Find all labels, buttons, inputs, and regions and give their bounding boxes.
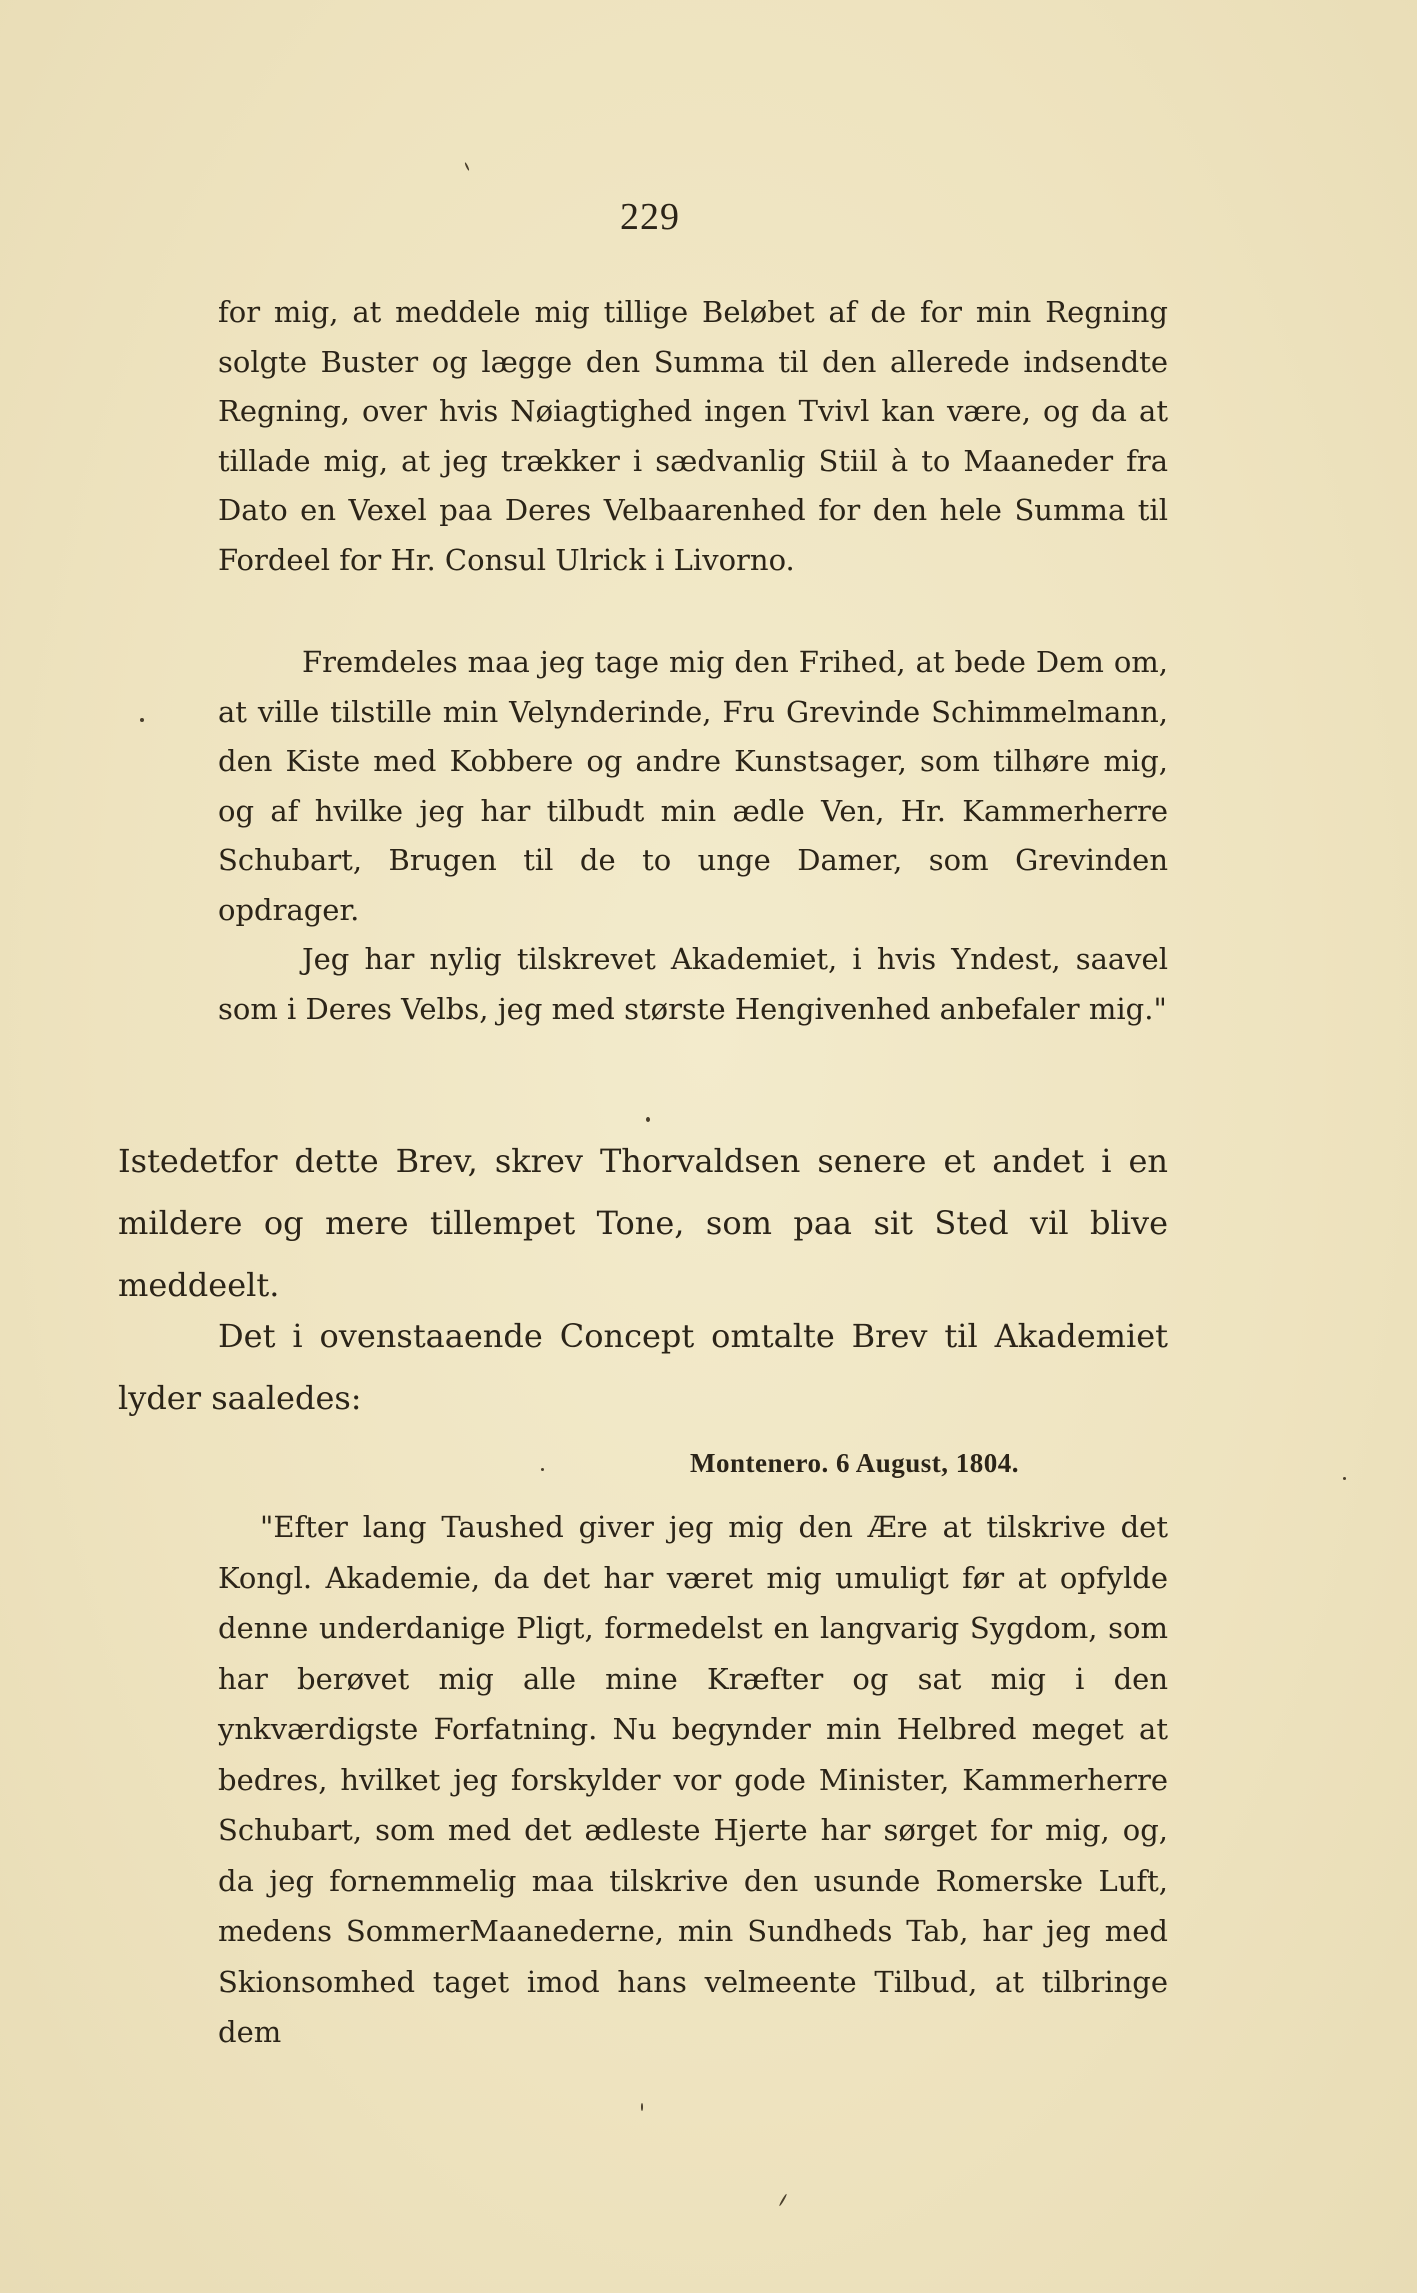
paragraph-text: Fremdeles maa jeg tage mig den Frihed, at bede Dem om, at ville tilstille min Velynderinde, Fru Grevinde Schimmelmann, den Kiste med Kobbere og andre Kunstsager, som tilhøre mig, og af hvilke jeg har tilbudt min ædle Ven, Hr. Kammerherre Schubart, Brugen til de to unge Damer, som Grevinden opdrager. [218,645,1168,927]
paper-speck [646,1117,650,1122]
page-number: 229 [620,196,680,238]
paper-speck [641,2103,643,2111]
letter-dateline: Montenero. 6 August, 1804. [690,1448,1020,1478]
paragraph-text: Istedetfor dette Brev, skrev Thorvaldsen senere et andet i en mildere og mere tillempet Tone, som paa sit Sted vil blive meddeelt. [118,1142,1168,1304]
academy-letter-text [218,1502,1168,2058]
paragraph-text: "Efter lang Taushed giver jeg mig den Ære at tilskrive det Kongl. Akademie, da det har været mig umuligt før at opfylde denne underdanige Pligt, formedelst en langvarig Sygdom, som har berøvet mig alle mine Kræfter og sat mig i den ynkværdigste Forfatning. Nu begynder min Helbred meget at bedres, hvilket jeg forskylder vor gode Minister, Kammerherre Schubart, som med det ædleste Hjerte har sørget for mig, og, da jeg fornemmelig maa tilskrive den usunde Romerske Luft, medens SommerMaanederne, min Sundheds Tab, har jeg med Skionsomhed taget imod hans velmeente Tilbud, at tilbringe dem [218,1510,1168,2049]
quoted-letter-paragraph-1 [218,288,1168,585]
paper-speck [1343,1477,1346,1480]
paper-speck [464,162,470,171]
body-paragraph-1 [118,1130,1168,1316]
quoted-letter-paragraph-3 [218,935,1168,1034]
paper-speck [541,1468,544,1471]
paper-speck [140,718,144,722]
quoted-letter-paragraph-2 [218,638,1168,935]
paragraph-text: Det i ovenstaaende Concept omtalte Brev til Akademiet lyder saaledes: [118,1317,1168,1417]
paper-speck [779,2193,788,2206]
paragraph-text: for mig, at meddele mig tillige Beløbet af de for min Regning solgte Buster og lægge den Summa til den allerede indsendte Regning, over hvis Nøiagtighed ingen Tvivl kan være, og da at tillade mig, at jeg trækker i sædvanlig Stiil à to Maaneder fra Dato en Vexel paa Deres Velbaarenhed for den hele Summa til Fordeel for Hr. Consul Ulrick i Livorno. [218,295,1168,577]
paragraph-text: Jeg har nylig tilskrevet Akademiet, i hvis Yndest, saavel som i Deres Velbs, jeg med største Hengivenhed anbefaler mig." [218,942,1168,1026]
body-paragraph-2 [118,1305,1168,1429]
